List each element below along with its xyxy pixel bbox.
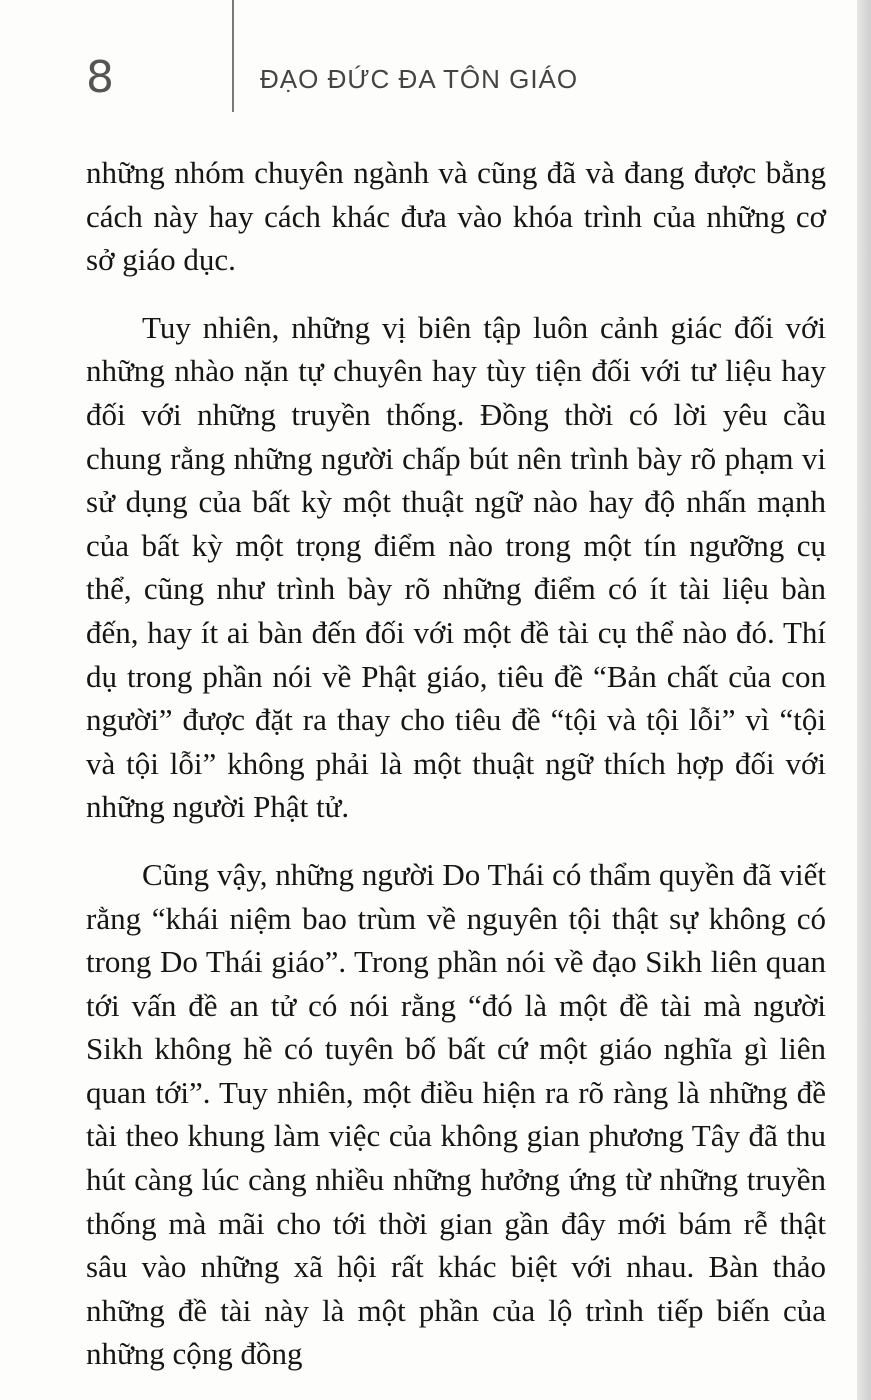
body-text <box>86 151 826 1400</box>
running-title: ĐẠO ĐỨC ĐA TÔN GIÁO <box>260 64 579 94</box>
page-edge-shadow <box>857 0 871 1400</box>
paragraph: Cũng vậy, những người Do Thái có thẩm quyền đã viết rằng “khái niệm bao trùm về nguyên tội thật sự không có trong Do Thái giáo”. Trong phần nói về đạo Sikh liên quan tới vấn đề an tử có nói rằng “đó là một đề tài mà người Sikh không hề có tuyên bố bất cứ một giáo nghĩa gì liên quan tới”. Tuy nhiên, một điều hiện ra rõ ràng là những đề tài theo khung làm việc của không gian phương Tây đã thu hút càng lúc càng nhiều những hưởng ứng từ những truyền thống mà mãi cho tới thời gian gần đây mới bám rễ thật sâu vào những xã hội rất khác biệt với nhau. Bàn thảo những đề tài này là một phần của lộ trình tiếp biến của những cộng đồng <box>86 856 826 1372</box>
paragraph-continued: những nhóm chuyên ngành và cũng đã và đang được bằng cách này hay cách khác đưa vào khóa trình của những cơ sở giáo dục. <box>86 155 826 278</box>
page-number: 8 <box>86 52 114 103</box>
header-divider <box>232 0 234 112</box>
paragraph: Tuy nhiên, những vị biên tập luôn cảnh giác đối với những nhào nặn tự chuyên hay tùy tiện đối với tư liệu hay đối với những truyền thống. Đồng thời có lời yêu cầu chung rằng những người chấp bút nên trình bày rõ phạm vi sử dụng của bất kỳ một thuật ngữ nào hay độ nhấn mạnh của bất kỳ một trọng điểm nào trong một tín ngưỡng cụ thể, cũng như trình bày rõ những điểm có ít tài liệu bàn đến, hay ít ai bàn đến đối với một đề tài cụ thể nào đó. Thí dụ trong phần nói về Phật giáo, tiêu đề “Bản chất của con người” được đặt ra thay cho tiêu đề “tội và tội lỗi” vì “tội và tội lỗi” không phải là một thuật ngữ thích hợp đối với những người Phật tử. <box>86 309 826 825</box>
